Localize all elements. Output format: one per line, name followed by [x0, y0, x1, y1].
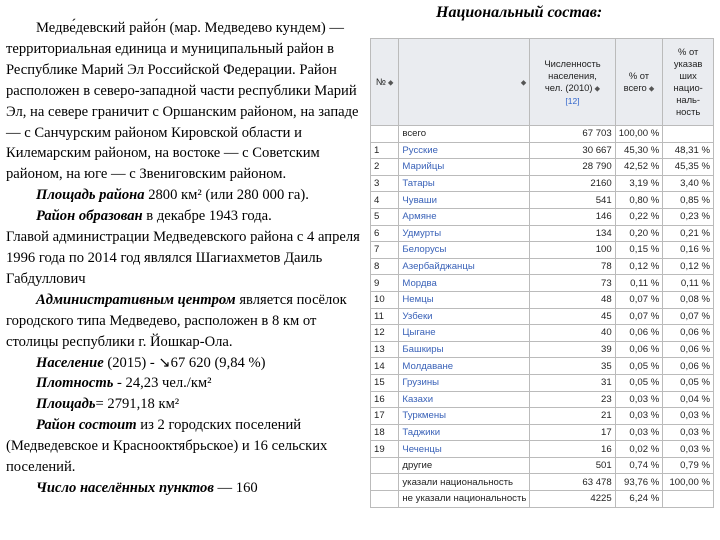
percent-all-cell: 0,05 %	[615, 358, 663, 375]
row-number	[371, 491, 399, 508]
header-number[interactable]: № ⬥	[371, 39, 399, 126]
sort-icon: ⬥	[387, 77, 394, 87]
row-number: 13	[371, 341, 399, 358]
row-number: 19	[371, 441, 399, 458]
article-text	[6, 18, 366, 499]
settlements-label: Число населённых пунктов	[36, 479, 214, 496]
area-value: 2800 км² (или 280 000 га).	[144, 187, 309, 204]
population-cell: 73	[530, 275, 615, 292]
center-value: является посёлок городского типа Медведево, расположен в 8 км от столицы республики г. Йошкар-Ола.	[6, 291, 347, 350]
percent-specified-cell	[663, 126, 714, 143]
percent-all-cell: 0,06 %	[615, 325, 663, 342]
area2-label: Площадь	[36, 396, 96, 413]
percent-all-cell: 0,07 %	[615, 308, 663, 325]
nationality-cell: всего	[399, 126, 530, 143]
percent-all-cell: 0,07 %	[615, 291, 663, 308]
percent-specified-cell: 0,06 %	[663, 341, 714, 358]
sort-icon: ⬥	[648, 83, 655, 93]
row-number: 15	[371, 374, 399, 391]
formed-paragraph	[6, 206, 366, 227]
percent-all-cell: 93,76 %	[615, 474, 663, 491]
row-number: 12	[371, 325, 399, 342]
percent-specified-cell: 0,03 %	[663, 408, 714, 425]
row-number: 9	[371, 275, 399, 292]
table-row	[371, 275, 714, 292]
population-cell: 16	[530, 441, 615, 458]
percent-specified-cell: 0,08 %	[663, 291, 714, 308]
nationality-cell: указали национальность	[399, 474, 530, 491]
population-cell: 31	[530, 374, 615, 391]
header-percent-specified[interactable]: % от указав ших нацио- наль- ность	[663, 39, 714, 126]
head-paragraph: Главой администрации Медведевского района с 4 апреля 1996 года по 2014 год являлся Шагиахметов Даиль Габдуллович	[6, 229, 360, 287]
area2-paragraph	[6, 394, 366, 415]
population-paragraph	[6, 353, 366, 374]
percent-all-cell: 0,03 %	[615, 391, 663, 408]
intro-text: (мар. Медведево кундем) — территориальная единица и муниципальный район в Республике Марий Эл Российской Федерации. Район расположен в северо-западной части республики Марий Эл, на севере граничит с Оршанским районом, на западе — с Санчурским районом Кировской области и Килемарским районом, на востоке — с Советским районом, на юге — с Звениговским районом.	[6, 20, 359, 183]
row-number: 2	[371, 159, 399, 176]
percent-all-cell: 0,03 %	[615, 408, 663, 425]
nationality-cell[interactable]: Азербайджанцы	[399, 258, 530, 275]
percent-specified-cell: 0,85 %	[663, 192, 714, 209]
center-label: Административным центром	[36, 291, 236, 308]
nationality-cell[interactable]: Мордва	[399, 275, 530, 292]
percent-specified-cell: 0,06 %	[663, 325, 714, 342]
table-row	[371, 175, 714, 192]
table-row	[371, 474, 714, 491]
structure-label: Район состоит	[36, 417, 137, 434]
population-cell: 30 667	[530, 142, 615, 159]
nationality-cell[interactable]: Русские	[399, 142, 530, 159]
percent-all-cell: 0,74 %	[615, 457, 663, 474]
percent-specified-cell: 0,03 %	[663, 424, 714, 441]
table-row	[371, 491, 714, 508]
population-cell: 134	[530, 225, 615, 242]
row-number: 3	[371, 175, 399, 192]
table-row	[371, 408, 714, 425]
table-row	[371, 325, 714, 342]
row-number: 4	[371, 192, 399, 209]
row-number	[371, 474, 399, 491]
nationality-cell[interactable]: Цыгане	[399, 325, 530, 342]
percent-specified-cell: 0,07 %	[663, 308, 714, 325]
population-cell: 67 703	[530, 126, 615, 143]
percent-specified-cell: 0,21 %	[663, 225, 714, 242]
table-row	[371, 258, 714, 275]
percent-specified-cell: 0,23 %	[663, 208, 714, 225]
table-body	[371, 126, 714, 508]
intro-paragraph	[6, 18, 366, 185]
nationality-cell[interactable]: Башкиры	[399, 341, 530, 358]
row-number: 8	[371, 258, 399, 275]
area-paragraph	[6, 185, 366, 206]
nationality-cell[interactable]: Чуваши	[399, 192, 530, 209]
structure-value: из 2 городских поселений (Медведевское и Краснооктябрьское) и 16 сельских поселений.	[6, 417, 328, 476]
population-cell: 2160	[530, 175, 615, 192]
section-heading: Национальный состав:	[436, 4, 603, 21]
percent-all-cell: 0,15 %	[615, 242, 663, 259]
table-header-row	[371, 39, 714, 126]
header-percent-all[interactable]: % от всего ⬥	[615, 39, 663, 126]
nationality-cell[interactable]: Грузины	[399, 374, 530, 391]
nationality-cell[interactable]: Белорусы	[399, 242, 530, 259]
row-number: 14	[371, 358, 399, 375]
population-cell: 63 478	[530, 474, 615, 491]
structure-paragraph	[6, 415, 366, 478]
row-number: 1	[371, 142, 399, 159]
percent-all-cell: 6,24 %	[615, 491, 663, 508]
table-row	[371, 374, 714, 391]
table-row	[371, 391, 714, 408]
row-number	[371, 126, 399, 143]
population-cell: 35	[530, 358, 615, 375]
table-row	[371, 291, 714, 308]
percent-all-cell: 0,22 %	[615, 208, 663, 225]
percent-specified-cell: 3,40 %	[663, 175, 714, 192]
table-row	[371, 308, 714, 325]
density-paragraph	[6, 373, 366, 394]
nationality-cell[interactable]: Казахи	[399, 391, 530, 408]
nationality-cell: не указали национальность	[399, 491, 530, 508]
population-cell: 17	[530, 424, 615, 441]
nationality-table	[370, 38, 714, 508]
table-row	[371, 341, 714, 358]
table-row	[371, 457, 714, 474]
population-cell: 501	[530, 457, 615, 474]
row-number: 16	[371, 391, 399, 408]
row-number	[371, 457, 399, 474]
nationality-cell[interactable]: Татары	[399, 175, 530, 192]
table-row	[371, 242, 714, 259]
percent-all-cell: 0,06 %	[615, 341, 663, 358]
settlements-paragraph	[6, 478, 366, 499]
sort-icon: ⬥	[594, 83, 601, 93]
reference-link[interactable]: [12]	[565, 95, 580, 106]
table-row	[371, 424, 714, 441]
percent-specified-cell: 0,12 %	[663, 258, 714, 275]
table-row	[371, 208, 714, 225]
row-number: 17	[371, 408, 399, 425]
density-value: - 24,23 чел./км²	[113, 375, 212, 392]
percent-specified-cell: 0,03 %	[663, 441, 714, 458]
nationality-table-wrapper	[370, 38, 716, 540]
percent-all-cell: 42,52 %	[615, 159, 663, 176]
percent-specified-cell: 0,11 %	[663, 275, 714, 292]
settlements-value: — 160	[213, 479, 258, 496]
sort-icon: ⬥	[520, 77, 527, 87]
nationality-cell[interactable]: Армяне	[399, 208, 530, 225]
center-paragraph	[6, 290, 366, 353]
row-number: 18	[371, 424, 399, 441]
nationality-cell[interactable]: Узбеки	[399, 308, 530, 325]
percent-all-cell: 3,19 %	[615, 175, 663, 192]
percent-specified-cell: 0,16 %	[663, 242, 714, 259]
table-row	[371, 159, 714, 176]
area-label: Площадь района	[36, 187, 145, 204]
percent-specified-cell	[663, 491, 714, 508]
percent-all-cell: 0,20 %	[615, 225, 663, 242]
percent-all-cell: 0,05 %	[615, 374, 663, 391]
row-number: 7	[371, 242, 399, 259]
nationality-cell[interactable]: Туркмены	[399, 408, 530, 425]
population-cell: 48	[530, 291, 615, 308]
percent-all-cell: 45,30 %	[615, 142, 663, 159]
nationality-cell[interactable]: Удмурты	[399, 225, 530, 242]
population-label: Население	[36, 354, 104, 371]
population-cell: 4225	[530, 491, 615, 508]
population-cell: 45	[530, 308, 615, 325]
header-population[interactable]: Численность населения, чел. (2010) ⬥ [12]	[530, 39, 615, 126]
population-cell: 28 790	[530, 159, 615, 176]
header-nationality[interactable]	[399, 39, 530, 126]
table-row	[371, 142, 714, 159]
percent-specified-cell: 0,04 %	[663, 391, 714, 408]
percent-specified-cell: 100,00 %	[663, 474, 714, 491]
percent-all-cell: 0,03 %	[615, 424, 663, 441]
table-row	[371, 126, 714, 143]
nationality-cell[interactable]: Молдаване	[399, 358, 530, 375]
percent-specified-cell: 0,06 %	[663, 358, 714, 375]
nationality-cell[interactable]: Немцы	[399, 291, 530, 308]
row-number: 5	[371, 208, 399, 225]
population-value: (2015) - ↘67 620 (9,84 %)	[103, 354, 266, 371]
population-cell: 40	[530, 325, 615, 342]
area2-value: = 2791,18 км²	[95, 396, 180, 413]
percent-all-cell: 0,11 %	[615, 275, 663, 292]
percent-specified-cell: 45,35 %	[663, 159, 714, 176]
population-cell: 146	[530, 208, 615, 225]
percent-all-cell: 100,00 %	[615, 126, 663, 143]
row-number: 11	[371, 308, 399, 325]
percent-all-cell: 0,02 %	[615, 441, 663, 458]
population-cell: 21	[530, 408, 615, 425]
population-cell: 39	[530, 341, 615, 358]
nationality-cell[interactable]: Таджики	[399, 424, 530, 441]
formed-value: в декабре 1943 года.	[142, 208, 272, 225]
table-row	[371, 192, 714, 209]
nationality-cell: другие	[399, 457, 530, 474]
table-row	[371, 225, 714, 242]
population-cell: 78	[530, 258, 615, 275]
percent-all-cell: 0,12 %	[615, 258, 663, 275]
row-number: 6	[371, 225, 399, 242]
percent-specified-cell: 48,31 %	[663, 142, 714, 159]
row-number: 10	[371, 291, 399, 308]
population-cell: 100	[530, 242, 615, 259]
nationality-cell[interactable]: Чеченцы	[399, 441, 530, 458]
district-name: Медве́девский райо́н	[36, 20, 166, 36]
formed-label: Район образован	[36, 208, 143, 225]
percent-specified-cell: 0,79 %	[663, 457, 714, 474]
population-cell: 541	[530, 192, 615, 209]
table-row	[371, 358, 714, 375]
nationality-cell[interactable]: Марийцы	[399, 159, 530, 176]
percent-specified-cell: 0,05 %	[663, 374, 714, 391]
density-label: Плотность	[36, 375, 114, 392]
table-row	[371, 441, 714, 458]
population-cell: 23	[530, 391, 615, 408]
percent-all-cell: 0,80 %	[615, 192, 663, 209]
